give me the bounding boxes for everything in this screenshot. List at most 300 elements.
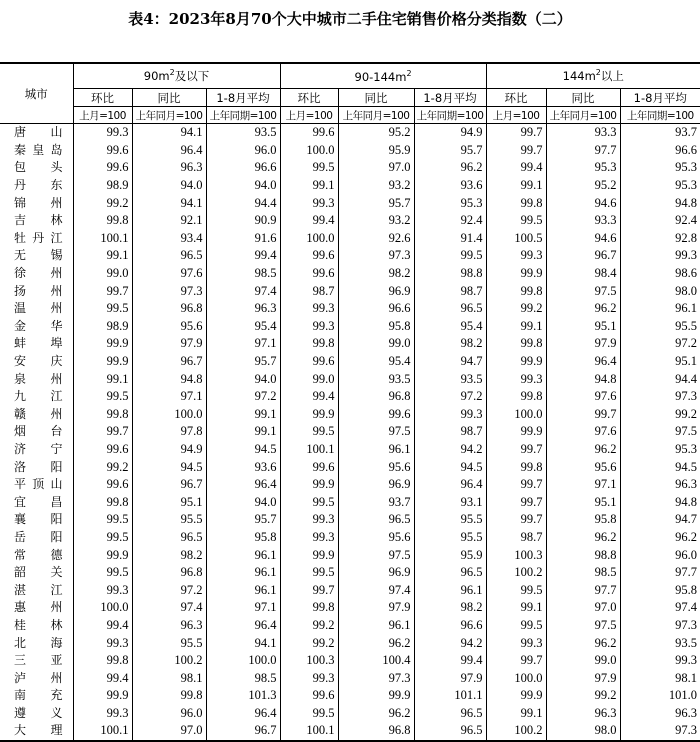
city-name: 遵义 [14, 705, 63, 720]
index-value: 95.7 [206, 511, 280, 529]
city-name: 牡丹江 [14, 230, 63, 245]
index-value: 98.4 [546, 265, 620, 283]
index-value: 99.3 [280, 511, 338, 529]
index-value: 96.8 [132, 564, 206, 582]
index-value: 90.9 [206, 212, 280, 230]
index-value: 95.9 [414, 546, 486, 564]
index-value: 100.0 [486, 669, 546, 687]
index-value: 96.5 [132, 247, 206, 265]
index-value: 99.2 [280, 634, 338, 652]
table-row [0, 529, 700, 547]
table-body [0, 124, 700, 741]
index-value: 99.7 [73, 282, 132, 300]
index-value: 97.1 [546, 476, 620, 494]
city-name: 安庆 [14, 354, 63, 369]
index-value: 95.6 [546, 458, 620, 476]
index-value: 96.2 [546, 300, 620, 318]
index-value: 93.6 [206, 458, 280, 476]
index-value: 96.3 [132, 159, 206, 177]
index-value: 95.2 [338, 124, 414, 142]
city-column-header: 城市 [0, 63, 73, 124]
index-value: 99.0 [73, 265, 132, 283]
table-row [0, 353, 700, 371]
index-value: 94.7 [620, 511, 700, 529]
index-value: 100.3 [280, 652, 338, 670]
index-value: 99.9 [486, 423, 546, 441]
index-value: 98.7 [486, 529, 546, 547]
index-value: 96.3 [620, 476, 700, 494]
index-value: 99.9 [486, 353, 546, 371]
city-name: 唐山 [14, 125, 63, 140]
index-value: 98.2 [132, 546, 206, 564]
index-value: 99.3 [620, 247, 700, 265]
index-value: 96.3 [132, 617, 206, 635]
index-value: 97.4 [338, 581, 414, 599]
index-value: 96.1 [206, 564, 280, 582]
index-value: 97.1 [132, 388, 206, 406]
index-value: 97.4 [132, 599, 206, 617]
city-name: 大理 [0, 722, 73, 741]
index-value: 101.1 [414, 687, 486, 705]
index-value: 99.8 [280, 599, 338, 617]
index-value: 96.9 [338, 564, 414, 582]
index-value: 95.1 [132, 493, 206, 511]
index-value: 99.3 [73, 124, 132, 142]
index-value: 96.6 [338, 300, 414, 318]
table-row [0, 212, 700, 230]
index-value: 93.4 [132, 230, 206, 248]
metric-header: 环比 [73, 89, 132, 107]
table-row [0, 546, 700, 564]
index-value: 91.6 [206, 230, 280, 248]
index-value: 93.3 [546, 212, 620, 230]
index-value: 99.8 [73, 493, 132, 511]
group-header-medium: $90-144m^2$ [280, 63, 486, 89]
index-value: 95.6 [338, 458, 414, 476]
index-value: 97.2 [132, 581, 206, 599]
index-value: 98.2 [414, 335, 486, 353]
table-row [0, 194, 700, 212]
index-value: 93.3 [546, 124, 620, 142]
city-name: 惠州 [14, 600, 63, 615]
index-value: 96.2 [546, 634, 620, 652]
table-row [0, 634, 700, 652]
index-value: 99.5 [73, 564, 132, 582]
index-value: 99.1 [280, 177, 338, 195]
metric-header: 1-8月平均 [620, 89, 700, 107]
index-value: 95.5 [620, 318, 700, 336]
table-row [0, 300, 700, 318]
index-value: 99.9 [73, 687, 132, 705]
index-value: 97.9 [546, 335, 620, 353]
index-value: 96.4 [206, 705, 280, 723]
index-value: 100.1 [73, 722, 132, 741]
index-value: 99.5 [73, 388, 132, 406]
index-value: 95.1 [546, 318, 620, 336]
index-value: 93.5 [206, 124, 280, 142]
index-value: 94.8 [620, 194, 700, 212]
index-value: 96.2 [338, 634, 414, 652]
table-row [0, 335, 700, 353]
index-value: 98.6 [620, 265, 700, 283]
index-value: 96.7 [546, 247, 620, 265]
index-value: 99.5 [280, 564, 338, 582]
city-name: 常德 [14, 547, 63, 562]
table-row [0, 511, 700, 529]
index-value: 97.3 [338, 247, 414, 265]
index-value: 95.5 [132, 511, 206, 529]
base-header: 上年同期=100 [414, 107, 486, 124]
index-value: 94.1 [206, 634, 280, 652]
index-value: 96.4 [206, 617, 280, 635]
index-value: 100.0 [280, 230, 338, 248]
index-value: 94.6 [546, 230, 620, 248]
table-row [0, 669, 700, 687]
index-value: 99.1 [486, 318, 546, 336]
index-value: 100.0 [73, 599, 132, 617]
index-value: 99.8 [73, 406, 132, 424]
index-value: 99.7 [486, 441, 546, 459]
index-value: 99.3 [280, 529, 338, 547]
index-value: 99.4 [73, 669, 132, 687]
city-name: 韶关 [14, 565, 63, 580]
index-value: 99.1 [73, 370, 132, 388]
index-value: 99.5 [280, 423, 338, 441]
index-value: 99.4 [280, 388, 338, 406]
index-value: 101.0 [620, 687, 700, 705]
base-header: 上月=100 [486, 107, 546, 124]
index-value: 96.0 [620, 546, 700, 564]
index-value: 98.7 [414, 282, 486, 300]
index-value: 92.6 [338, 230, 414, 248]
index-value: 96.2 [546, 441, 620, 459]
index-value: 94.0 [206, 493, 280, 511]
index-value: 98.2 [414, 599, 486, 617]
index-value: 99.9 [280, 546, 338, 564]
index-value: 96.4 [206, 476, 280, 494]
city-name: 烟台 [14, 424, 63, 439]
index-value: 100.2 [132, 652, 206, 670]
table-row [0, 124, 700, 142]
index-value: 94.8 [620, 493, 700, 511]
index-value: 96.7 [132, 476, 206, 494]
table-row [0, 441, 700, 459]
index-value: 99.3 [280, 194, 338, 212]
table-row [0, 599, 700, 617]
city-name: 北海 [14, 635, 63, 650]
index-value: 94.2 [414, 441, 486, 459]
index-value: 98.8 [546, 546, 620, 564]
index-value: 95.1 [546, 493, 620, 511]
index-value: 94.8 [546, 370, 620, 388]
table-row [0, 265, 700, 283]
index-value: 94.5 [132, 458, 206, 476]
base-header: 上月=100 [280, 107, 338, 124]
index-value: 97.5 [338, 423, 414, 441]
index-value: 98.8 [414, 265, 486, 283]
index-value: 100.5 [486, 230, 546, 248]
table-row [0, 318, 700, 336]
index-value: 99.5 [280, 159, 338, 177]
index-value: 95.5 [414, 529, 486, 547]
index-value: 95.3 [620, 441, 700, 459]
index-value: 97.5 [546, 617, 620, 635]
index-value: 96.6 [206, 159, 280, 177]
table-row [0, 493, 700, 511]
index-value: 99.3 [620, 652, 700, 670]
city-name: 桂林 [14, 617, 63, 632]
city-name: 秦皇岛 [14, 142, 63, 157]
index-value: 96.1 [338, 617, 414, 635]
index-value: 97.9 [338, 599, 414, 617]
index-value: 97.3 [620, 722, 700, 741]
city-name: 锦州 [14, 195, 63, 210]
index-value: 100.2 [486, 564, 546, 582]
index-value: 98.9 [73, 318, 132, 336]
index-value: 99.6 [73, 476, 132, 494]
index-value: 94.1 [132, 194, 206, 212]
index-value: 93.2 [338, 177, 414, 195]
index-value: 99.4 [486, 159, 546, 177]
index-value: 95.7 [338, 194, 414, 212]
index-value: 97.6 [546, 423, 620, 441]
table-row [0, 581, 700, 599]
index-value: 95.6 [338, 529, 414, 547]
index-value: 95.5 [132, 634, 206, 652]
index-value: 99.7 [486, 652, 546, 670]
city-name: 蚌埠 [14, 336, 63, 351]
index-value: 94.7 [414, 353, 486, 371]
index-value: 99.6 [280, 247, 338, 265]
index-value: 98.9 [73, 177, 132, 195]
metric-header: 环比 [280, 89, 338, 107]
index-value: 99.8 [73, 212, 132, 230]
table-row [0, 370, 700, 388]
city-name: 济宁 [14, 441, 63, 456]
index-value: 99.6 [73, 142, 132, 160]
index-value: 93.6 [414, 177, 486, 195]
metric-header: 同比 [546, 89, 620, 107]
city-name: 襄阳 [14, 512, 63, 527]
table-row [0, 476, 700, 494]
index-value: 96.9 [338, 476, 414, 494]
index-value: 95.2 [546, 177, 620, 195]
index-value: 98.1 [132, 669, 206, 687]
index-value: 96.5 [338, 511, 414, 529]
city-name: 湛江 [14, 582, 63, 597]
index-value: 99.3 [73, 634, 132, 652]
metric-header: 1-8月平均 [414, 89, 486, 107]
index-value: 97.9 [414, 669, 486, 687]
index-value: 96.5 [414, 300, 486, 318]
city-name: 徐州 [14, 266, 63, 281]
index-value: 96.2 [338, 705, 414, 723]
index-value: 99.7 [73, 423, 132, 441]
city-name: 宜昌 [14, 494, 63, 509]
index-value: 99.9 [486, 687, 546, 705]
index-value: 96.2 [414, 159, 486, 177]
index-value: 100.0 [280, 142, 338, 160]
index-value: 99.7 [486, 493, 546, 511]
index-value: 99.1 [206, 423, 280, 441]
index-value: 96.5 [132, 529, 206, 547]
city-name: 吉林 [14, 213, 63, 228]
index-value: 95.4 [206, 318, 280, 336]
index-value: 99.0 [338, 335, 414, 353]
index-value: 99.6 [280, 458, 338, 476]
index-value: 96.2 [546, 529, 620, 547]
metric-header: 同比 [132, 89, 206, 107]
index-value: 95.1 [620, 353, 700, 371]
index-value: 96.1 [338, 441, 414, 459]
index-value: 93.7 [620, 124, 700, 142]
index-value: 99.9 [280, 476, 338, 494]
index-value: 97.4 [620, 599, 700, 617]
city-name: 泉州 [14, 371, 63, 386]
index-value: 100.4 [338, 652, 414, 670]
index-value: 96.8 [338, 722, 414, 741]
index-value: 99.8 [280, 335, 338, 353]
index-value: 96.8 [338, 388, 414, 406]
index-value: 92.1 [132, 212, 206, 230]
city-name: 温州 [14, 301, 63, 316]
table-row [0, 423, 700, 441]
index-value: 94.8 [132, 370, 206, 388]
index-value: 99.0 [546, 652, 620, 670]
index-value: 98.7 [414, 423, 486, 441]
index-value: 96.4 [546, 353, 620, 371]
index-value: 99.4 [73, 617, 132, 635]
city-name: 岳阳 [14, 529, 63, 544]
index-value: 97.9 [546, 669, 620, 687]
group-header-large: $144m^2$以上 [486, 63, 700, 89]
index-value: 100.0 [486, 406, 546, 424]
index-value: 92.4 [620, 212, 700, 230]
city-name: 三亚 [14, 653, 63, 668]
group-header-small: $90m^2$及以下 [73, 63, 280, 89]
base-header: 上年同月=100 [338, 107, 414, 124]
index-value: 99.4 [414, 652, 486, 670]
index-value: 95.8 [206, 529, 280, 547]
index-value: 93.5 [338, 370, 414, 388]
index-value: 99.9 [73, 353, 132, 371]
index-value: 96.7 [206, 722, 280, 741]
index-value: 99.5 [486, 617, 546, 635]
index-value: 98.7 [280, 282, 338, 300]
table-row [0, 458, 700, 476]
index-value: 96.3 [206, 300, 280, 318]
index-value: 97.8 [132, 423, 206, 441]
index-value: 100.3 [486, 546, 546, 564]
index-value: 97.1 [206, 335, 280, 353]
index-value: 99.1 [486, 177, 546, 195]
index-value: 99.1 [73, 247, 132, 265]
index-value: 93.7 [338, 493, 414, 511]
index-value: 93.2 [338, 212, 414, 230]
index-value: 95.6 [132, 318, 206, 336]
index-value: 99.8 [486, 194, 546, 212]
index-value: 99.8 [486, 335, 546, 353]
index-value: 99.1 [206, 406, 280, 424]
index-value: 96.1 [206, 581, 280, 599]
index-value: 100.0 [206, 652, 280, 670]
index-value: 99.9 [73, 335, 132, 353]
index-value: 96.8 [132, 300, 206, 318]
metric-header: 环比 [486, 89, 546, 107]
index-value: 95.5 [414, 511, 486, 529]
index-value: 96.1 [620, 300, 700, 318]
index-value: 99.9 [338, 687, 414, 705]
index-value: 95.4 [414, 318, 486, 336]
table-row [0, 564, 700, 582]
index-value: 99.7 [486, 511, 546, 529]
table-row [0, 142, 700, 160]
index-value: 99.5 [280, 705, 338, 723]
index-value: 96.0 [132, 705, 206, 723]
base-header: 上年同月=100 [546, 107, 620, 124]
index-value: 97.2 [206, 388, 280, 406]
table-row [0, 705, 700, 723]
index-value: 97.3 [620, 388, 700, 406]
index-value: 99.1 [486, 599, 546, 617]
index-value: 94.0 [206, 177, 280, 195]
index-value: 95.4 [338, 353, 414, 371]
index-value: 99.2 [280, 617, 338, 635]
city-name: 包头 [14, 160, 63, 175]
table-row [0, 388, 700, 406]
index-value: 94.5 [414, 458, 486, 476]
table-row [0, 282, 700, 300]
index-value: 99.7 [546, 406, 620, 424]
table-row [0, 177, 700, 195]
city-name: 九江 [14, 389, 63, 404]
index-value: 92.8 [620, 230, 700, 248]
index-value: 96.0 [206, 142, 280, 160]
table-row [0, 687, 700, 705]
table-row [0, 722, 700, 741]
index-value: 99.8 [132, 687, 206, 705]
city-name: 扬州 [14, 283, 63, 298]
index-value: 95.8 [546, 511, 620, 529]
index-value: 95.3 [620, 159, 700, 177]
index-value: 96.1 [206, 546, 280, 564]
index-value: 97.6 [546, 388, 620, 406]
index-value: 96.6 [414, 617, 486, 635]
index-value: 99.6 [280, 265, 338, 283]
city-name: 丹东 [14, 178, 63, 193]
index-value: 95.3 [414, 194, 486, 212]
table-row [0, 406, 700, 424]
index-value: 97.7 [546, 142, 620, 160]
index-value: 97.1 [206, 599, 280, 617]
city-name: 平顶山 [14, 477, 63, 492]
index-value: 97.7 [620, 564, 700, 582]
index-value: 99.3 [73, 581, 132, 599]
base-header: 上年同期=100 [620, 107, 700, 124]
index-value: 99.5 [280, 493, 338, 511]
index-value: 99.2 [73, 194, 132, 212]
index-value: 99.8 [486, 388, 546, 406]
index-value: 99.6 [280, 124, 338, 142]
index-value: 98.5 [206, 265, 280, 283]
index-value: 99.6 [280, 687, 338, 705]
index-value: 99.5 [73, 529, 132, 547]
index-value: 96.4 [414, 476, 486, 494]
index-value: 95.3 [546, 159, 620, 177]
index-value: 94.5 [206, 441, 280, 459]
index-value: 97.5 [620, 423, 700, 441]
index-value: 99.3 [280, 300, 338, 318]
